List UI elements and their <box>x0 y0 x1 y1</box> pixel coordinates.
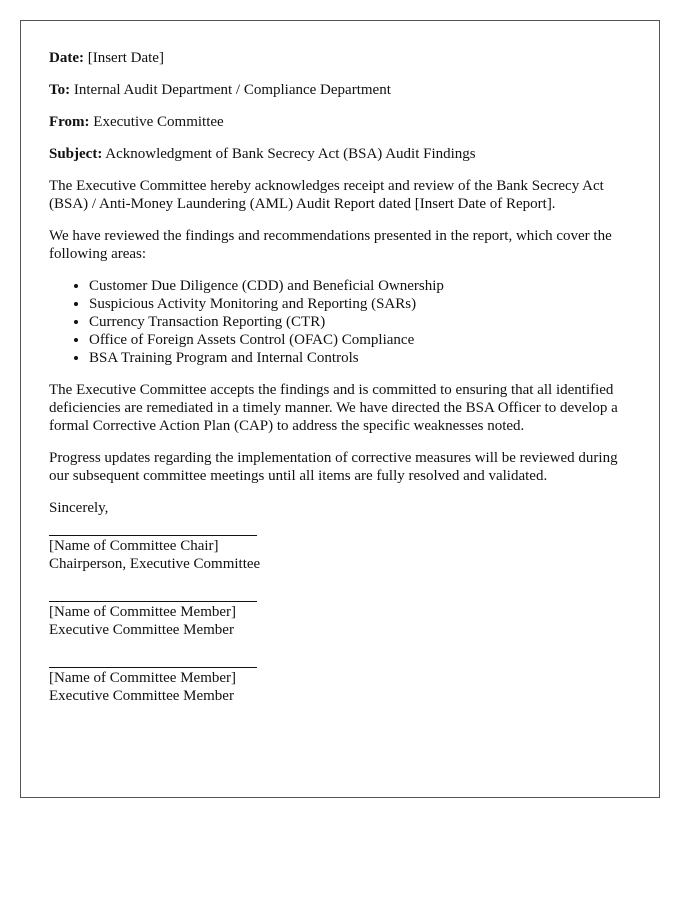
findings-areas-list <box>49 277 631 367</box>
from-label: From: <box>49 114 90 130</box>
from-line <box>49 113 631 131</box>
signatory-name: [Name of Committee Chair] <box>49 538 219 554</box>
date-line <box>49 49 631 67</box>
date-label: Date: <box>49 50 84 66</box>
subject-label: Subject: <box>49 146 103 162</box>
signatory-name: [Name of Committee Member] <box>49 670 237 686</box>
closing-salutation: Sincerely, <box>49 500 109 516</box>
to-value: Internal Audit Department / Compliance Department <box>73 82 391 98</box>
signatory-title: Executive Committee Member <box>49 622 234 638</box>
from-value: Executive Committee <box>93 114 224 130</box>
list-item: • BSA Training Program and Internal Controls <box>89 349 631 367</box>
progress-paragraph: Progress updates regarding the implementation of corrective measures will be reviewed during our subsequent committee meetings until all items are fully resolved and validated. <box>49 450 618 484</box>
signature-block-member-1 <box>49 601 631 639</box>
list-item: • Currency Transaction Reporting (CTR) <box>89 313 631 331</box>
to-line <box>49 81 631 99</box>
commitment-paragraph: The Executive Committee accepts the findings and is committed to ensuring that all identified deficiencies are remediated in a timely manner. We have directed the BSA Officer to develop a formal Corrective Action Plan (CAP) to address the specific weaknesses noted. <box>49 382 618 434</box>
signatory-name: [Name of Committee Member] <box>49 604 237 620</box>
signature-block-chair <box>49 535 631 573</box>
signature-line <box>49 601 257 602</box>
review-paragraph: We have reviewed the findings and recommendations presented in the report, which cover the following areas: <box>49 228 612 262</box>
to-label: To: <box>49 82 71 98</box>
letter-document <box>20 20 660 798</box>
date-value: [Insert Date] <box>87 50 164 66</box>
subject-line <box>49 145 631 163</box>
list-item: • Customer Due Diligence (CDD) and Beneficial Ownership <box>89 277 631 295</box>
signatory-title: Executive Committee Member <box>49 688 234 704</box>
acknowledgment-paragraph: The Executive Committee hereby acknowledges receipt and review of the Bank Secrecy Act (BSA) / Anti-Money Laundering (AML) Audit Report dated [Insert Date of Report]. <box>49 178 604 212</box>
subject-value: Acknowledgment of Bank Secrecy Act (BSA) Audit Findings <box>105 146 476 162</box>
signature-line <box>49 535 257 536</box>
list-item: • Office of Foreign Assets Control (OFAC) Compliance <box>89 331 631 349</box>
signature-line <box>49 667 257 668</box>
signatory-title: Chairperson, Executive Committee <box>49 556 261 572</box>
list-item: • Suspicious Activity Monitoring and Reporting (SARs) <box>89 295 631 313</box>
signature-block-member-2 <box>49 667 631 705</box>
